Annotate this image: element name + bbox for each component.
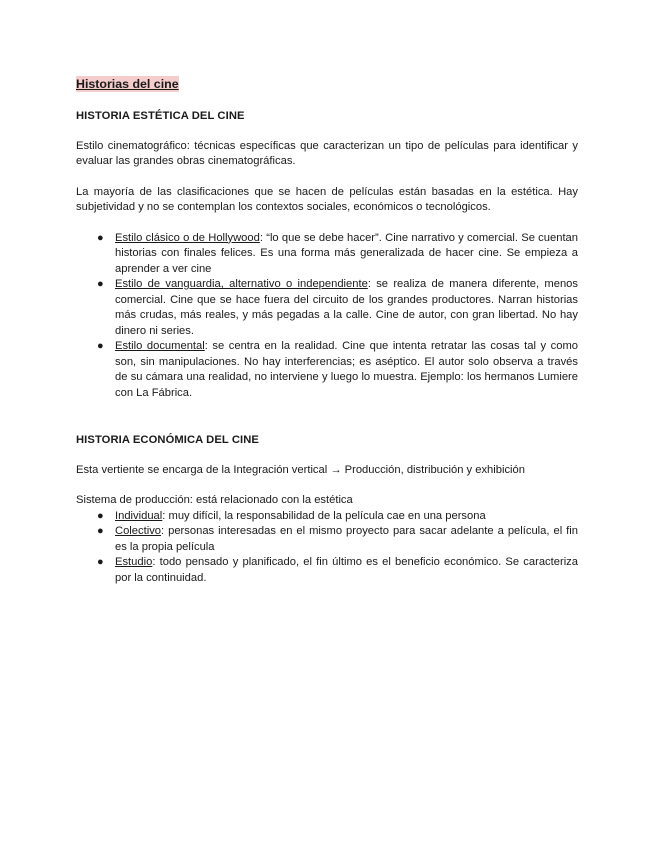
term-documental: Estilo documental <box>115 340 205 352</box>
estilos-list <box>76 231 578 402</box>
list-item <box>97 277 578 339</box>
list-item <box>97 555 578 586</box>
term-colectivo: Colectivo <box>115 525 162 537</box>
bullet-icon: ● <box>97 525 104 537</box>
list-item <box>97 339 579 401</box>
list-item <box>97 524 578 555</box>
list-item-text: : todo pensado y planificado, el fin último es el beneficio económico. Se caracteriza por la continuidad. <box>115 556 578 584</box>
paragraph-estilo: Estilo cinematográfico: técnicas específicas que caracterizan un tipo de películas para identificar y evaluar las grandes obras cinematográficas. <box>76 139 578 167</box>
list-item-text: : se realiza de manera diferente, menos comercial. Cine que se hace fuera del circuito de los grandes productores. Narran historias más crudas, más reales, y más pegadas a la calle. Cine de autor, con gran libertad. No hay dinero ni series. <box>115 278 578 337</box>
list-item <box>97 231 578 278</box>
produccion-list <box>76 509 578 587</box>
term-clasico: Estilo clásico o de Hollywood <box>115 231 260 244</box>
list-item-text: : personas interesadas en el mismo proyecto para sacar adelante a película, el fin es la propia película <box>115 525 578 553</box>
list-item-text: : “lo que se debe hacer”. Cine narrativo y comercial. Se cuentan historias con finales felices. Es una forma más generalizada de hacer cine. Se empieza a aprender a ver cine <box>115 231 578 275</box>
bullet-icon: ● <box>97 509 104 522</box>
term-vanguardia: Estilo de vanguardia, alternativo o independiente <box>115 278 368 290</box>
list-item-text: : se centra en la realidad. Cine que intenta retratar las cosas tal y como son, sin manipulaciones. No hay interferencias; es aséptico. El autor solo observa a través de su cámara una realidad, no interviene y luego lo muestra. Ejemplo: los hermanos Lumiere con La Fábrica. <box>115 340 579 399</box>
bullet-icon: ● <box>97 556 104 568</box>
term-estudio: Estudio <box>115 556 153 568</box>
paragraph-clasificaciones: La mayoría de las clasificaciones que se hacen de películas están basadas en la estética. Hay subjetividad y no se contemplan los contextos sociales, económicos o tecnológicos. <box>76 185 578 213</box>
paragraph-vertiente: Esta vertiente se encarga de la Integración vertical → Producción, distribución y exhibición <box>76 463 525 476</box>
list-item <box>97 509 578 525</box>
term-individual: Individual <box>115 509 163 522</box>
section-heading-economica: HISTORIA ECONÓMICA DEL CINE <box>76 434 259 446</box>
document-title: Historias del cine <box>76 77 179 91</box>
section-heading-estetica: HISTORIA ESTÉTICA DEL CINE <box>76 110 245 122</box>
bullet-icon: ● <box>97 340 104 352</box>
paragraph-sistema: Sistema de producción: está relacionado con la estética <box>76 494 353 506</box>
bullet-icon: ● <box>97 278 104 290</box>
bullet-icon: ● <box>97 231 104 244</box>
list-item-text: : muy difícil, la responsabilidad de la película cae en una persona <box>162 509 486 522</box>
document-page <box>76 76 578 586</box>
